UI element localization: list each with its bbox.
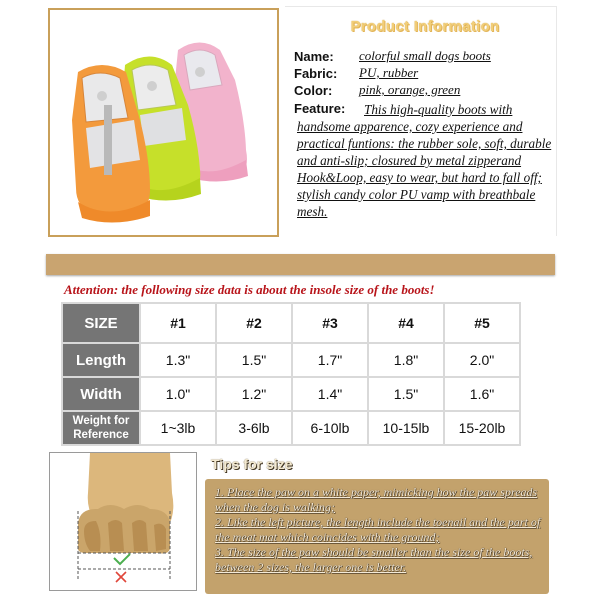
- tips-box: [205, 479, 549, 594]
- feature-label: Feature:: [294, 101, 346, 116]
- paw-illustration-frame: [49, 452, 197, 591]
- table-cell: 1.5": [216, 343, 292, 377]
- table-cell: 1.4": [292, 377, 368, 411]
- fabric-value: PU, rubber: [359, 65, 419, 80]
- color-label: Color:: [294, 83, 333, 98]
- tip-item: 1. Place the paw on a white paper, mimicking how the paw spreads when the dog is walking;: [215, 485, 538, 514]
- table-cell: 10-15lb: [368, 411, 444, 445]
- tip-item: 2. Like the left picture, the length include the toenail and the part of the meat mat which coincides with the ground;: [215, 515, 541, 544]
- section-divider-bar: [46, 254, 555, 275]
- attention-notice: Attention: the following size data is about the insole size of the boots!: [64, 282, 435, 297]
- size-col-header: #2: [216, 303, 292, 343]
- weight-row-label: [62, 411, 140, 445]
- size-col-header: #4: [368, 303, 444, 343]
- table-cell: 1.5": [368, 377, 444, 411]
- dog-boots-illustration: [50, 10, 277, 235]
- color-value: pink, orange, green: [359, 82, 461, 97]
- tips-title: Tips for size: [211, 456, 293, 472]
- name-label: Name:: [294, 49, 334, 64]
- table-cell: 6-10lb: [292, 411, 368, 445]
- product-photo-frame: [48, 8, 279, 237]
- table-cell: 1~3lb: [140, 411, 216, 445]
- table-row: [62, 377, 520, 411]
- table-cell: 1.3": [140, 343, 216, 377]
- table-cell: 1.6": [444, 377, 520, 411]
- table-cell: 2.0": [444, 343, 520, 377]
- table-cell: 15-20lb: [444, 411, 520, 445]
- table-header-row: [62, 303, 520, 343]
- name-value: colorful small dogs boots: [359, 48, 491, 63]
- fabric-label: Fabric:: [294, 66, 338, 81]
- size-col-header: #5: [444, 303, 520, 343]
- length-row-label: Length: [62, 343, 140, 377]
- tips-text: [215, 485, 541, 575]
- tip-item: 3. The size of the paw should be smaller than the size of the boots, between 2 sizes, the larger one is better.: [215, 545, 533, 574]
- product-info-title: Product Information: [350, 18, 500, 35]
- table-row: [62, 411, 520, 445]
- paw-measure-illustration: [50, 453, 196, 590]
- size-col-header: #3: [292, 303, 368, 343]
- table-cell: 1.8": [368, 343, 444, 377]
- size-table: [61, 302, 521, 446]
- feature-text: This high-quality boots with handsome apparence, cozy experience and practical funtions: the rubber sole, soft, durable and anti-slip; closured by metal zipperand Hook&Loop, easy to wear, but hard to fall off; stylish candy color PU vamp with breathbale mesh.: [297, 102, 552, 219]
- table-cell: 1.7": [292, 343, 368, 377]
- size-col-header: #1: [140, 303, 216, 343]
- size-header-cell: SIZE: [62, 303, 140, 343]
- table-cell: 3-6lb: [216, 411, 292, 445]
- table-row: [62, 343, 520, 377]
- table-cell: 1.2": [216, 377, 292, 411]
- table-cell: 1.0": [140, 377, 216, 411]
- width-row-label: Width: [62, 377, 140, 411]
- weight-label-line2: Reference: [73, 429, 129, 441]
- weight-label-line1: Weight for: [72, 415, 130, 427]
